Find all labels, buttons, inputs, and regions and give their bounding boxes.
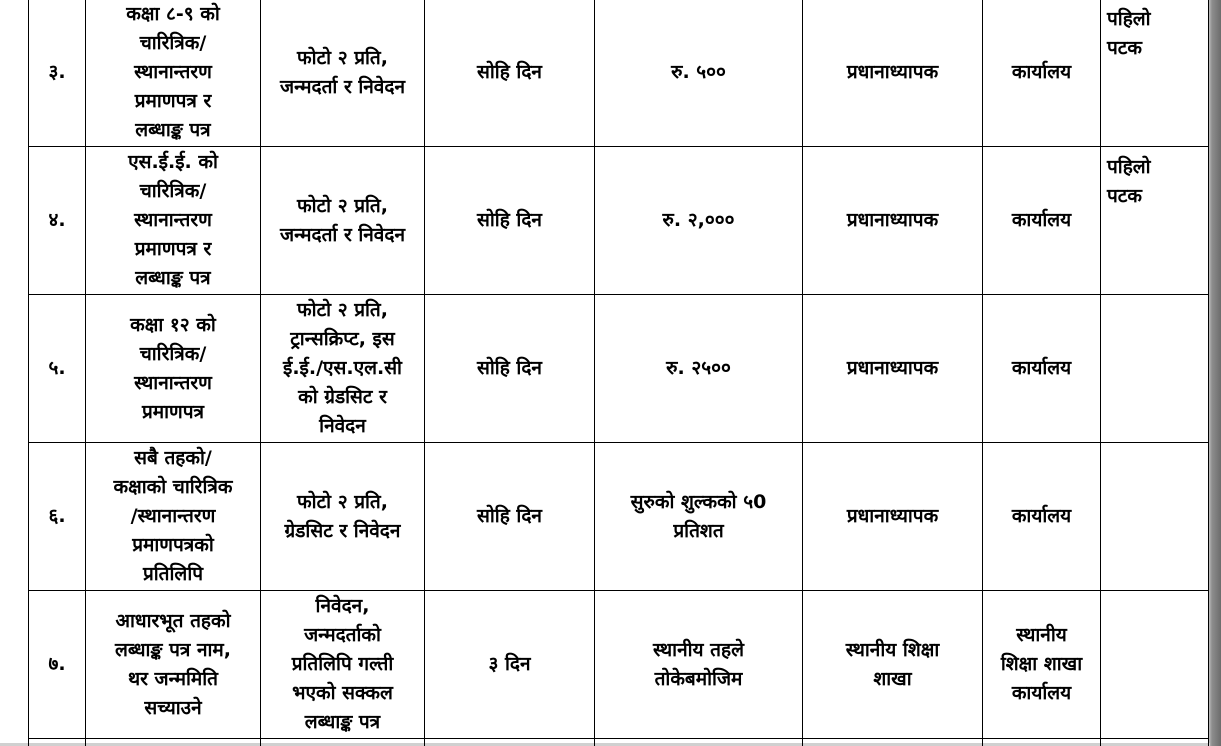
- service-name-cell: कक्षा १२ को चारित्रिक/ स्थानान्तरण प्रमाणपत्र: [86, 295, 261, 443]
- responsible-official-cell: प्रधानाध्यापक: [803, 147, 983, 295]
- cut-off-cell: [261, 739, 425, 746]
- responsible-official-cell: स्थानीय शिक्षा शाखा: [803, 591, 983, 739]
- table-row: [29, 0, 1209, 147]
- service-time-cell: सोहि दिन: [425, 295, 595, 443]
- service-name-cell: सबै तहको/ कक्षाको चारित्रिक /स्थानान्तरण प्रमाणपत्रको प्रतिलिपि: [86, 443, 261, 591]
- cut-off-cell: [1101, 739, 1209, 746]
- required-documents-cell: निवेदन, जन्मदर्ताको प्रतिलिपि गल्ती भएको सक्कल लब्धाङ्क पत्र: [261, 591, 425, 739]
- required-documents-cell: फोटो २ प्रति, जन्मदर्ता र निवेदन: [261, 0, 425, 147]
- table-row: [29, 443, 1209, 591]
- page-edge-shadow: [1209, 0, 1221, 746]
- required-documents-cell: फोटो २ प्रति, जन्मदर्ता र निवेदन: [261, 147, 425, 295]
- serial-number-cell: ६.: [29, 443, 86, 591]
- table-row: [29, 295, 1209, 443]
- service-name-cell: एस.ई.ई. को चारित्रिक/ स्थानान्तरण प्रमाणपत्र र लब्धाङ्क पत्र: [86, 147, 261, 295]
- table-row: [29, 147, 1209, 295]
- required-documents-cell: फोटो २ प्रति, ट्रान्सक्रिप्ट, इस ई.ई./एस.एल.सी को ग्रेडसिट र निवेदन: [261, 295, 425, 443]
- service-name-cell: आधारभूत तहको लब्धाङ्क पत्र नाम, थर जन्ममिति सच्याउने: [86, 591, 261, 739]
- service-time-cell: सोहि दिन: [425, 147, 595, 295]
- responsible-office-cell: कार्यालय: [983, 443, 1101, 591]
- serial-number-cell: ३.: [29, 0, 86, 147]
- service-name-cell: कक्षा ८-९ को चारित्रिक/ स्थानान्तरण प्रमाणपत्र र लब्धाङ्क पत्र: [86, 0, 261, 147]
- remarks-cell: [1101, 443, 1209, 591]
- responsible-official-cell: प्रधानाध्यापक: [803, 0, 983, 147]
- responsible-office-cell: कार्यालय: [983, 0, 1101, 147]
- required-documents-cell: फोटो २ प्रति, ग्रेडसिट र निवेदन: [261, 443, 425, 591]
- remarks-cell: पहिलो पटक: [1101, 147, 1209, 295]
- serial-number-cell: ५.: [29, 295, 86, 443]
- service-time-cell: सोहि दिन: [425, 0, 595, 147]
- responsible-office-cell: स्थानीय शिक्षा शाखा कार्यालय: [983, 591, 1101, 739]
- remarks-cell: [1101, 295, 1209, 443]
- cut-off-cell: [595, 739, 803, 746]
- service-fee-cell: सुरुको शुल्कको ५0 प्रतिशत: [595, 443, 803, 591]
- service-time-cell: ३ दिन: [425, 591, 595, 739]
- cut-off-cell: [983, 739, 1101, 746]
- cut-off-cell: [86, 739, 261, 746]
- remarks-cell: पहिलो पटक: [1101, 0, 1209, 147]
- service-fee-cell: स्थानीय तहले तोकेबमोजिम: [595, 591, 803, 739]
- remarks-cell: [1101, 591, 1209, 739]
- service-time-cell: सोहि दिन: [425, 443, 595, 591]
- service-fee-table: [28, 0, 1209, 746]
- serial-number-cell: ४.: [29, 147, 86, 295]
- service-fee-cell: रु. २५००: [595, 295, 803, 443]
- cut-off-cell: [803, 739, 983, 746]
- responsible-official-cell: प्रधानाध्यापक: [803, 295, 983, 443]
- responsible-official-cell: प्रधानाध्यापक: [803, 443, 983, 591]
- service-fee-cell: रु. २,०००: [595, 147, 803, 295]
- service-fee-cell: रु. ५००: [595, 0, 803, 147]
- cut-off-cell: [425, 739, 595, 746]
- responsible-office-cell: कार्यालय: [983, 295, 1101, 443]
- serial-number-cell: ७.: [29, 591, 86, 739]
- responsible-office-cell: कार्यालय: [983, 147, 1101, 295]
- cut-off-cell: [29, 739, 86, 746]
- table-row: [29, 591, 1209, 739]
- table-row-cut-off: [29, 739, 1209, 746]
